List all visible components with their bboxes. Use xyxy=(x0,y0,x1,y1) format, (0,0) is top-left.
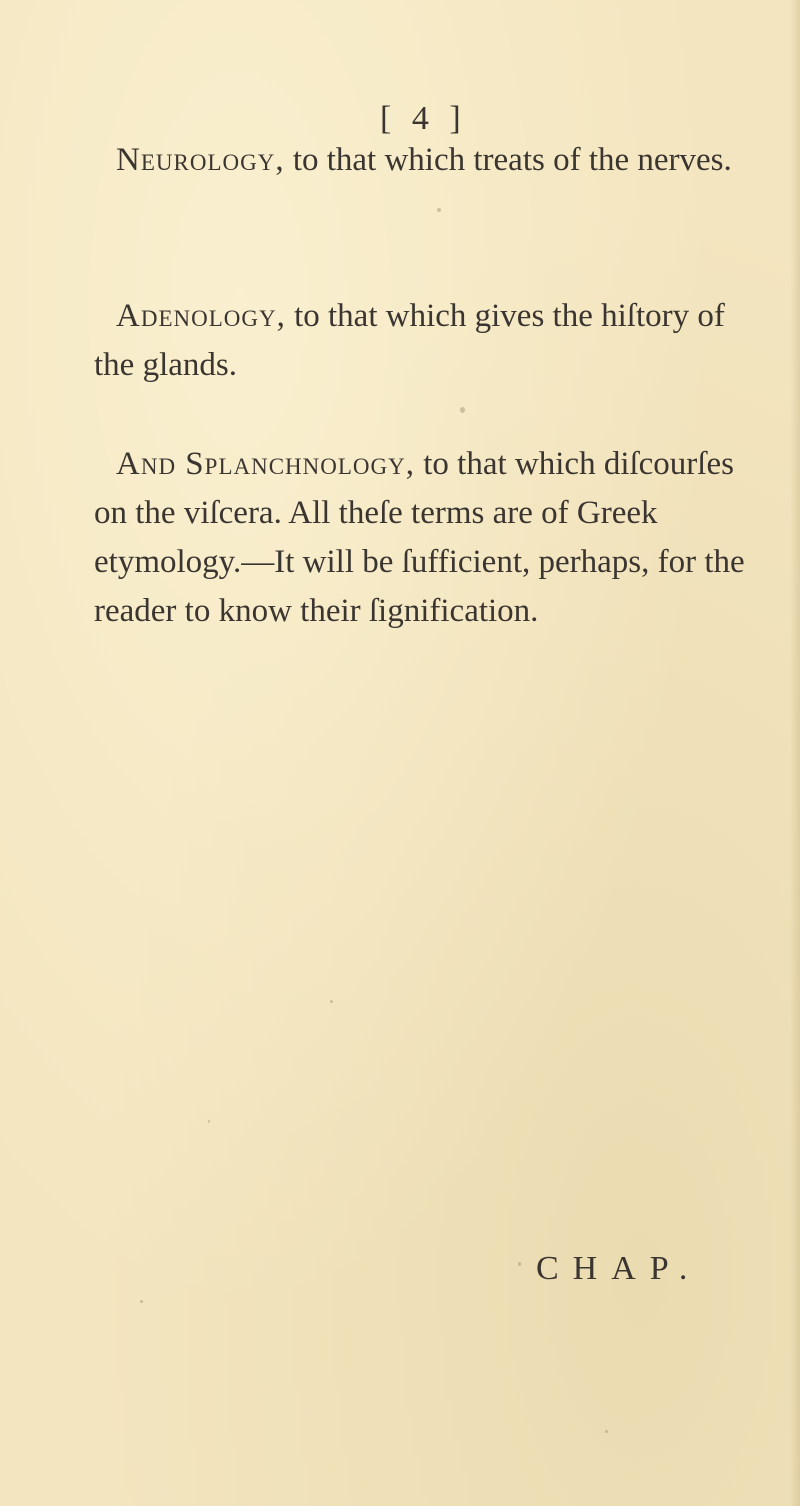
term-splanchnology: And Splanchnology, xyxy=(116,446,416,482)
paragraph-text: to that which gives the hiſtory of the glands. xyxy=(94,298,725,383)
paper-speck xyxy=(208,1120,210,1123)
paragraph-neurology xyxy=(94,136,744,185)
paper-speck xyxy=(437,208,441,212)
term-adenology: Adenology, xyxy=(116,298,286,334)
paragraph-splanchnology xyxy=(94,440,754,636)
paragraph-adenology xyxy=(94,292,744,390)
paper-speck xyxy=(518,1262,521,1266)
paper-speck xyxy=(460,407,465,413)
paper-speck xyxy=(140,1300,143,1303)
page-edge-shadow xyxy=(790,0,800,1506)
paper-speck xyxy=(330,1000,333,1003)
paragraph-text: to that which treats of the nerves. xyxy=(284,142,732,178)
catchword: CHAP. xyxy=(536,1250,702,1287)
paper-speck xyxy=(605,1430,608,1433)
paper-speck xyxy=(672,156,675,159)
paragraph-text: to that which diſcourſes on the viſcera. All theſe terms are of Greek etymology.—It will be ſufficient, perhaps, for the reader to know their ſignification. xyxy=(94,446,745,629)
page-number: [ 4 ] xyxy=(380,100,467,137)
term-neurology: Neurology, xyxy=(116,142,285,178)
